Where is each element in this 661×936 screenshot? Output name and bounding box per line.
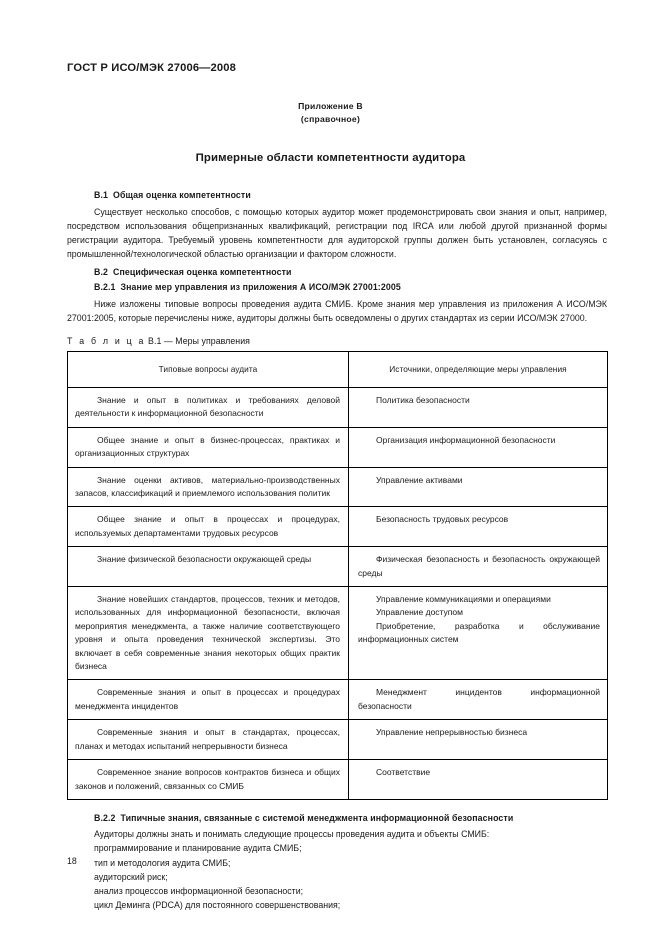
cell-control-source xyxy=(349,587,608,680)
cell-control-source xyxy=(349,760,608,800)
table-body xyxy=(68,387,608,799)
table-row xyxy=(68,680,608,720)
control-source-line: Физическая безопасность и безопасность окружающей среды xyxy=(358,554,600,578)
section-title-b1: Общая оценка компетентности xyxy=(113,190,251,200)
control-source-line: Соответствие xyxy=(376,767,431,778)
paragraph-b21: Ниже изложены типовые вопросы проведения аудита СМИБ. Кроме знания мер управления из приложения А ИСО/МЭК 27001:2005, которые перечислены ниже, аудиторы должны быть осведомлены о других стандартах из серии ИСО/МЭК 27000. xyxy=(67,299,607,324)
cell-audit-question: Знание и опыт в политиках и требованиях деловой деятельности к информационной безопасности xyxy=(68,387,349,427)
cell-control-source xyxy=(349,507,608,547)
cell-control-source xyxy=(349,427,608,467)
table-row xyxy=(68,387,608,427)
cell-audit-question: Знание оценки активов, материально-производственных запасов, классификаций и приемлемого использования политик xyxy=(68,467,349,507)
cell-audit-question: Современное знание вопросов контрактов бизнеса и общих законов и положений, связанных со СМИБ xyxy=(68,760,349,800)
section-heading-b1 xyxy=(67,190,607,200)
table-row xyxy=(68,587,608,680)
control-source-line: Организация информационной безопасности xyxy=(376,434,556,445)
column-header-questions: Типовые вопросы аудита xyxy=(68,351,349,387)
control-source-line: Управление активами xyxy=(376,474,463,485)
list-item: цикл Деминга (PDCA) для постоянного совершенствования; xyxy=(94,900,341,911)
annex-kind: (справочное) xyxy=(300,113,361,124)
table-row xyxy=(68,507,608,547)
cell-audit-question: Знание физической безопасности окружающей среды xyxy=(68,547,349,587)
control-source-line: Управление доступом xyxy=(376,607,463,618)
section-heading-b22 xyxy=(67,813,607,823)
annex-heading xyxy=(0,100,661,125)
control-source-line: Безопасность трудовых ресурсов xyxy=(376,514,509,525)
annex-label: Приложение В xyxy=(298,101,363,111)
cell-control-source xyxy=(349,720,608,760)
table-row xyxy=(68,467,608,507)
paragraph-b1: Существует несколько способов, с помощью которых аудитор может продемонстрировать свои знания и опыт, например, посредством использования общепризнанных квалификаций, регистрации под IRCA или любой другой признанной формы регистрации аудитора. Требуемый уровень компетентности для аудиторской группы должен быть установлен, согласуясь с промышленной/технологической областью организации и фактором сложности. xyxy=(67,207,607,260)
cell-audit-question: Знание новейших стандартов, процессов, техник и методов, использованных для информационной безопасности, включая мероприятия менеджмента, а также наличие соответствующего уровня и опыта проведения технической экспертизы. Это включает в себя современные знания некоторых общих практик бизнеса xyxy=(68,587,349,680)
list-item: анализ процессов информационной безопасности; xyxy=(94,886,304,897)
cell-control-source xyxy=(349,547,608,587)
section-number-b21: B.2.1 xyxy=(94,282,116,293)
table-header-row xyxy=(68,351,608,387)
cell-control-source xyxy=(349,467,608,507)
section-heading-b21 xyxy=(67,282,607,292)
cell-audit-question: Общее знание и опыт в процессах и процедурах, используемых департаментами трудовых ресурсов xyxy=(68,507,349,547)
control-source-line: Политика безопасности xyxy=(376,394,470,405)
document-header: ГОСТ Р ИСО/МЭК 27006—2008 xyxy=(67,62,237,74)
table-row xyxy=(68,547,608,587)
cell-control-source xyxy=(349,387,608,427)
table-caption-number: В.1 xyxy=(148,335,162,346)
table-row xyxy=(68,760,608,800)
control-source-line: Менеджмент инцидентов информационной безопасности xyxy=(358,687,600,711)
cell-audit-question: Общее знание и опыт в бизнес-процессах, практиках и организационных структурах xyxy=(68,427,349,467)
table-caption-dash: — xyxy=(163,335,173,346)
table-row xyxy=(68,427,608,467)
section-number-b2: B.2 xyxy=(94,267,108,278)
table-row xyxy=(68,720,608,760)
cell-audit-question: Современные знания и опыт в процессах и процедурах менеджмента инцидентов xyxy=(68,680,349,720)
section-b22 xyxy=(67,813,607,913)
controls-table xyxy=(67,351,608,800)
list-item: аудиторский риск; xyxy=(94,871,168,882)
list-item: программирование и планирование аудита СМИБ; xyxy=(94,843,302,854)
control-source-line: Приобретение, разработка и обслуживание информационных систем xyxy=(358,620,600,645)
paragraph-b22-lede: Аудиторы должны знать и понимать следующие процессы проведения аудита и объекты СМИБ: xyxy=(94,828,490,839)
table-caption-title: Меры управления xyxy=(175,335,250,346)
section-title-b21: Знание мер управления из приложения А ИСО/МЭК 27001:2005 xyxy=(120,282,401,293)
page-number: 18 xyxy=(67,856,77,866)
table-caption-prefix: Т а б л и ц а xyxy=(67,335,146,346)
document-body xyxy=(67,190,607,913)
section-number-b22: B.2.2 xyxy=(94,812,116,823)
cell-control-source xyxy=(349,680,608,720)
b22-item-list xyxy=(67,841,607,912)
section-title-b2: Специфическая оценка компетентности xyxy=(113,267,292,278)
control-source-line: Управление коммуникациями и операциями xyxy=(376,594,551,605)
section-heading-b2 xyxy=(67,267,607,277)
cell-audit-question: Современные знания и опыт в стандартах, процессах, планах и методах испытаний непрерывности бизнеса xyxy=(68,720,349,760)
section-number-b1: B.1 xyxy=(94,190,108,200)
section-title-b22: Типичные знания, связанные с системой менеджмента информационной безопасности xyxy=(120,812,514,823)
table-caption xyxy=(67,336,607,346)
control-source-line: Управление непрерывностью бизнеса xyxy=(376,727,528,738)
list-item: тип и методология аудита СМИБ; xyxy=(94,857,231,868)
page-title: Примерные области компетентности аудитора xyxy=(195,152,466,164)
column-header-sources: Источники, определяющие меры управления xyxy=(349,351,608,387)
